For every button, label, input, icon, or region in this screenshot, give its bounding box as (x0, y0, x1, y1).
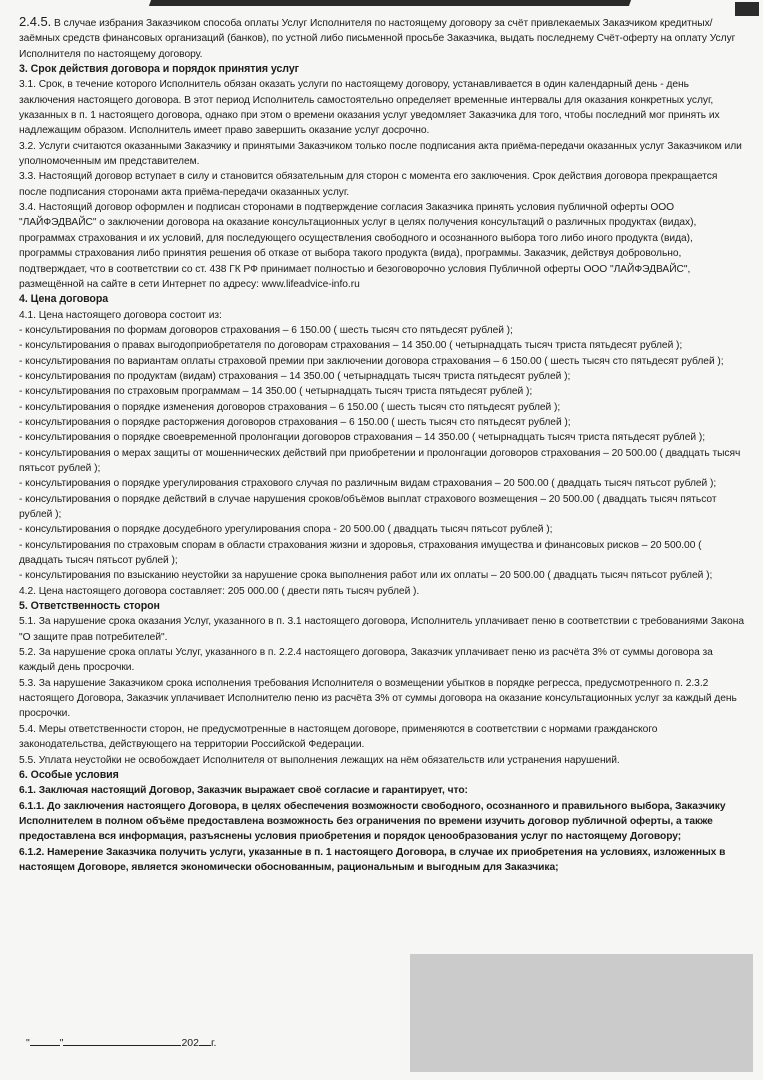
price-item: - консультирования по продуктам (видам) страхования – 14 350.00 ( четырнадцать тысяч триста пятьдесят рублей ); (19, 370, 571, 382)
clause-5-1: 5.1. За нарушение срока оказания Услуг, указанного в п. 3.1 настоящего договора, Исполнитель уплачивает пеню в соответствии с требованиями Закона "О защите прав потребителей". (19, 616, 745, 643)
clause-text: В случае избрания Заказчиком способа оплаты Услуг Исполнителя по настоящему договору за счёт привлекаемых Заказчиком кредитных/заёмных средств финансовых организаций (банков), по устной либо письменной просьбе Заказчика, выдать последнему Счёт-оферту на оплату Услуг Исполнителя по настоящему договору. (19, 18, 736, 60)
price-item: - консультирования о порядке своевременной пролонгации договоров страхования – 14 350.00 ( четырнадцать тысяч триста пятьдесят рублей ); (19, 432, 706, 444)
price-item: - консультирования по страховым спорам в области страхования жизни и здоровья, страхования имущества и финансовых рисков – 20 500.00 ( двадцать тысяч пятьсот рублей ); (19, 539, 702, 567)
price-item: - консультирования по вариантам оплаты страховой премии при заключении договора страхования – 6 150.00 ( шесть тысяч сто пятьдесят рублей ); (19, 355, 724, 367)
clause-6-1-1: 6.1.1. До заключения настоящего Договора, в целях обеспечения возможности свободного, осознанного и правильного выбора, Заказчику Исполнителем в полном объёме предоставлена возможность без ограничения по времени изучить договор публичной оферты, а также предоставлена вся информация, разъяснены условия приобретения и порядок ценообразования услуг по настоящему Договору; (19, 800, 726, 843)
year-blank (199, 1035, 211, 1046)
price-item: - консультирования о правах выгодоприобретателя по договорам страхования – 14 350.00 ( четырнадцать тысяч триста пятьдесят рублей ); (19, 340, 683, 352)
scan-edge-mark (149, 0, 631, 6)
clause-5-5: 5.5. Уплата неустойки не освобождает Исполнителя от выполнения лежащих на нём обязательств или устранения нарушений. (19, 754, 620, 766)
clause-5-3: 5.3. За нарушение Заказчиком срока исполнения требования Исполнителя о возмещении убытков в порядке регресса, предусмотренного п. 2.3.2 настоящего Договора, Заказчик уплачивает Исполнителю пеню из расчёта 3% от суммы договора на оказание консультационных услуг за каждый день просрочки. (19, 677, 737, 720)
clause-5-2: 5.2. За нарушение срока оплаты Услуг, указанного в п. 2.2.4 настоящего договора, Заказчик уплачивает пеню из расчёта 3% от суммы договора за каждый день просрочки. (19, 647, 713, 674)
open-quote: " (26, 1037, 30, 1049)
clause-4-2-total: 4.2. Цена настоящего договора составляет: 205 000.00 ( двести пять тысяч рублей ). (19, 585, 420, 597)
clause-3-1: 3.1. Срок, в течение которого Исполнитель обязан оказать услуги по настоящему договору, устанавливается в один календарный день - день заключения настоящего договора. В этот период Исполнитель самостоятельно определяет временные интервалы для оказания конкретных услуг, указанных в п. 1 настоящего договора, однако при этом о времени оказания услуг уведомляет Заказчика для того, чтобы последний мог принять их надлежащим образом. Исполнитель имеет право завершить оказание услуг досрочно. (19, 79, 720, 137)
section-4-heading: 4. Цена договора (19, 293, 109, 306)
price-item: - консультирования о порядке урегулирования страхового случая по различным видам страхования – 20 500.00 ( двадцать тысяч пятьсот рублей ); (19, 478, 717, 490)
clause-6-1: 6.1. Заключая настоящий Договор, Заказчик выражает своё согласие и гарантирует, что: (19, 785, 468, 797)
section-5-heading: 5. Ответственность сторон (19, 600, 160, 613)
day-blank (30, 1035, 60, 1046)
price-item: - консультирования по формам договоров страхования – 6 150.00 ( шесть тысяч сто пятьдесят рублей ); (19, 324, 513, 336)
clause-3-2: 3.2. Услуги считаются оказанными Заказчику и принятыми Заказчиком только после подписания акта приёма-передачи оказанных услуг Заказчиком или уполномоченным им представителем. (19, 140, 742, 168)
price-item: - консультирования о мерах защиты от мошеннических действий при приобретении и пролонгации договоров страхования – 20 500.00 ( двадцать тысяч пятьсот рублей ); (19, 447, 741, 474)
clause-3-4: 3.4. Настоящий договор оформлен и подписан сторонами в подтверждение согласия Заказчика принять условия публичной оферты ООО "ЛАЙФЭДВАЙС" о заключении договора на оказание консультационных услуг в целях получения консультаций о различных продуктах (видах), программах страхования и их условий, для последующего осуществления свободного и осознанного выбора того либо иного продукта (вида), программы страхования либо принятия решения об отказе от выбора такого продукта (вида), программы. Заказчик, действуя добровольно, подтверждает, что в соответствии со ст. 438 ГК РФ принимает полностью и безоговорочно условия Публичной оферты ООО "ЛАЙФЭДВАЙС", размещённой на сайте в сети Интернет по адресу: www.lifeadvice-info.ru (19, 202, 697, 290)
contract-page (19, 14, 746, 875)
price-item: - консультирования о порядке изменения договоров страхования – 6 150.00 ( шесть тысяч сто пятьдесят рублей ); (19, 401, 561, 413)
signature-date-line (26, 1035, 216, 1049)
year-prefix: 202 (181, 1037, 199, 1049)
year-suffix: г. (211, 1037, 217, 1049)
clause-5-4: 5.4. Меры ответственности сторон, не предусмотренные в настоящем договоре, применяются в соответствии с нормами гражданского законодательства, действующего на территории Российской Федерации. (19, 723, 658, 751)
clause-number: 2.4.5. (19, 14, 52, 29)
clause-3-3: 3.3. Настоящий договор вступает в силу и становится обязательным для сторон с момента его заключения. Срок действия договора прекращается после подписания сторонами акта приёма-передачи оказанных услуг. (19, 171, 718, 198)
price-item: - консультирования о порядке досудебного урегулирования спора - 20 500.00 ( двадцать тысяч пятьсот рублей ); (19, 524, 553, 536)
section-3-heading: 3. Срок действия договора и порядок принятия услуг (19, 63, 300, 76)
section-6-heading: 6. Особые условия (19, 768, 119, 781)
price-item: - консультирования по страховым программам – 14 350.00 ( четырнадцать тысяч триста пятьдесят рублей ); (19, 386, 533, 398)
clause-2-4-5 (19, 14, 746, 62)
redacted-area (410, 954, 753, 1072)
clause-4-1: 4.1. Цена настоящего договора состоит из: (19, 309, 222, 321)
clause-6-1-2: 6.1.2. Намерение Заказчика получить услуги, указанные в п. 1 настоящего Договора, в случае их приобретения на условиях, изложенных в настоящем Договоре, является экономически обоснованным, рациональным и выгодным для Заказчика; (19, 846, 726, 873)
close-quote: " (59, 1037, 64, 1049)
price-item: - консультирования о порядке действий в случае нарушения сроков/объёмов выплат страхового возмещения – 20 500.00 ( двадцать тысяч пятьсот рублей ); (19, 493, 717, 520)
month-blank (63, 1035, 181, 1046)
price-item: - консультирования о порядке расторжения договоров страхования – 6 150.00 ( шесть тысяч сто пятьдесят рублей ); (19, 416, 571, 428)
price-item: - консультирования по взысканию неустойки за нарушение срока выполнения работ или их оплаты – 20 500.00 ( двадцать тысяч пятьсот рублей ); (19, 570, 713, 582)
